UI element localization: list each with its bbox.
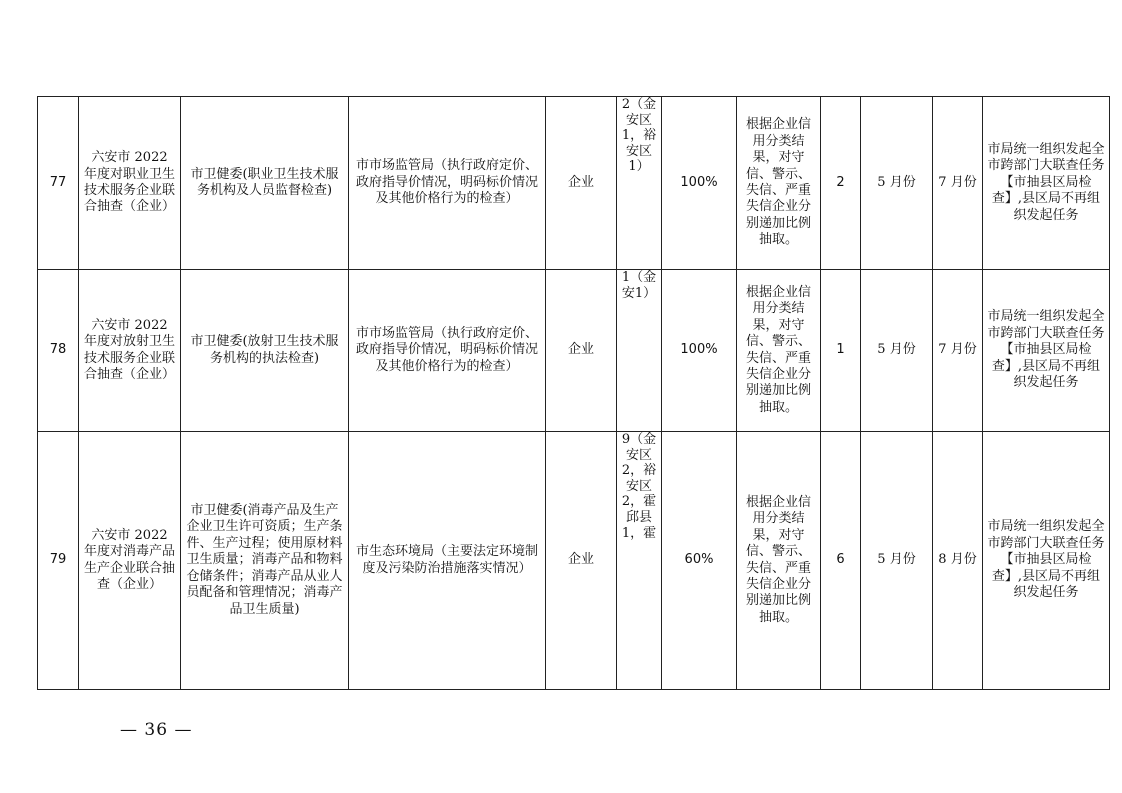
remark: 市局统一组织发起全市跨部门大联查任务【市抽县区局检查】,县区局不再组织发起任务 xyxy=(983,97,1110,270)
inspection-object: 企业 xyxy=(546,432,617,690)
sample-ratio: 60% xyxy=(662,432,737,690)
sample-number: 1 xyxy=(821,270,861,432)
sample-ratio: 100% xyxy=(662,97,737,270)
inspection-object: 企业 xyxy=(546,97,617,270)
task-name: 六安市 2022 年度对消毒产品生产企业联合抽查（企业） xyxy=(79,432,181,690)
sampling-method: 根据企业信用分类结果，对守信、警示、失信、严重失信企业分别递加比例抽取。 xyxy=(737,97,821,270)
table-row xyxy=(38,97,1110,270)
end-month: 7 月份 xyxy=(933,97,983,270)
task-name: 六安市 2022 年度对职业卫生技术服务企业联合抽查（企业） xyxy=(79,97,181,270)
sample-count: 1（金安1） xyxy=(617,270,662,432)
remark: 市局统一组织发起全市跨部门大联查任务【市抽县区局检查】,县区局不再组织发起任务 xyxy=(983,270,1110,432)
row-number: 77 xyxy=(38,97,79,270)
task-name: 六安市 2022 年度对放射卫生技术服务企业联合抽查（企业） xyxy=(79,270,181,432)
start-month: 5 月份 xyxy=(861,432,933,690)
participating-department: 市市场监管局（执行政府定价、政府指导价情况，明码标价情况及其他价格行为的检查） xyxy=(349,270,546,432)
start-month: 5 月份 xyxy=(861,97,933,270)
row-number: 78 xyxy=(38,270,79,432)
sampling-method: 根据企业信用分类结果，对守信、警示、失信、严重失信企业分别递加比例抽取。 xyxy=(737,270,821,432)
end-month: 7 月份 xyxy=(933,270,983,432)
inspection-task-table xyxy=(37,96,1110,690)
sample-number: 2 xyxy=(821,97,861,270)
row-number: 79 xyxy=(38,432,79,690)
remark: 市局统一组织发起全市跨部门大联查任务【市抽县区局检查】,县区局不再组织发起任务 xyxy=(983,432,1110,690)
end-month: 8 月份 xyxy=(933,432,983,690)
sample-count: 9（金安区2，裕安区2，霍邱县1，霍 xyxy=(617,432,662,690)
sample-count: 2（金安区1，裕安区1） xyxy=(617,97,662,270)
page-number: — 36 — xyxy=(120,720,193,740)
table-row xyxy=(38,270,1110,432)
initiating-department: 市卫健委(消毒产品及生产企业卫生许可资质；生产条件、生产过程；使用原材料卫生质量；消毒产品和物料仓储条件；消毒产品从业人员配备和管理情况；消毒产品卫生质量) xyxy=(181,432,349,690)
participating-department: 市市场监管局（执行政府定价、政府指导价情况，明码标价情况及其他价格行为的检查） xyxy=(349,97,546,270)
sample-ratio: 100% xyxy=(662,270,737,432)
start-month: 5 月份 xyxy=(861,270,933,432)
participating-department: 市生态环境局（主要法定环境制度及污染防治措施落实情况） xyxy=(349,432,546,690)
sample-number: 6 xyxy=(821,432,861,690)
initiating-department: 市卫健委(职业卫生技术服务机构及人员监督检查) xyxy=(181,97,349,270)
sampling-method: 根据企业信用分类结果，对守信、警示、失信、严重失信企业分别递加比例抽取。 xyxy=(737,432,821,690)
initiating-department: 市卫健委(放射卫生技术服务机构的执法检查) xyxy=(181,270,349,432)
inspection-object: 企业 xyxy=(546,270,617,432)
table-row xyxy=(38,432,1110,690)
